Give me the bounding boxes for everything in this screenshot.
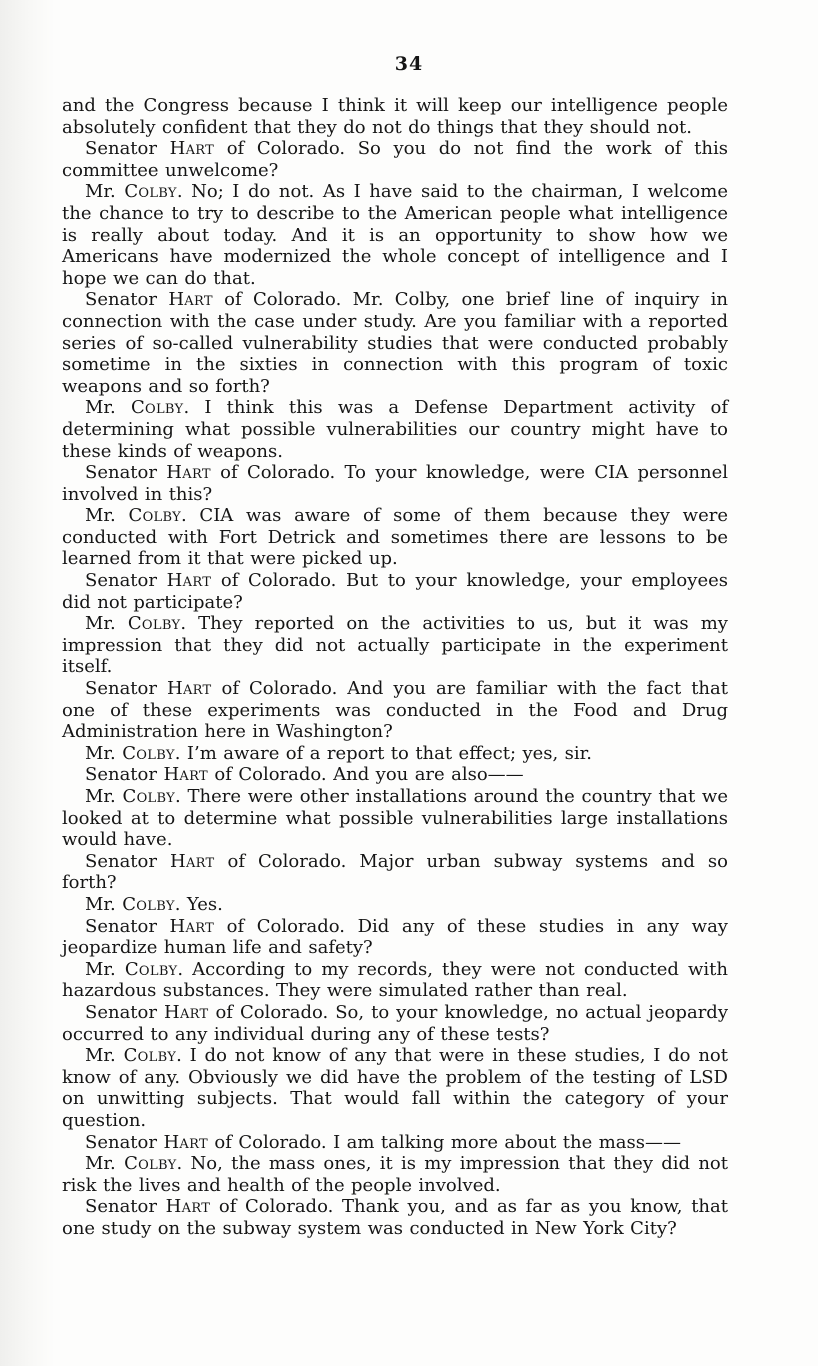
paragraph-text: . Yes. (174, 893, 223, 915)
speaker-prefix: Senator (85, 462, 167, 484)
transcript-paragraph (62, 1153, 728, 1196)
speaker-prefix: Senator (85, 289, 169, 311)
speaker-prefix: Senator (85, 1001, 164, 1023)
paragraph-text: of Colorado. Did any of these studies in any way jeopardize human life and safety? (62, 915, 728, 959)
transcript-body (62, 95, 728, 1239)
speaker-prefix: Mr. (85, 1045, 124, 1067)
speaker-name: Hart (169, 138, 215, 160)
paragraph-text: of Colorado. So you do not find the work of this committee unwelcome? (62, 138, 728, 181)
speaker-prefix: Mr. (85, 1153, 125, 1175)
speaker-prefix: Mr. (85, 181, 125, 203)
speaker-name: Colby (122, 893, 175, 915)
transcript-paragraph (62, 1002, 728, 1045)
transcript-paragraph (62, 764, 728, 786)
paragraph-text: . No, the mass ones, it is my impression that they did not risk the lives and health of the people involved. (62, 1153, 728, 1196)
speaker-prefix: Mr. (85, 613, 128, 635)
speaker-prefix: Mr. (85, 505, 129, 527)
speaker-name: Hart (166, 678, 212, 700)
speaker-prefix: Mr. (85, 397, 131, 419)
paragraph-text: . There were other installations around the country that we looked at to determine what possible vulnerabilities large installations would have. (62, 786, 728, 851)
speaker-prefix: Senator (85, 764, 164, 786)
transcript-paragraph (62, 397, 728, 462)
paragraph-text: of Colorado. I am talking more about the mass—— (207, 1131, 681, 1153)
transcript-paragraph (62, 916, 728, 959)
transcript-paragraph (62, 894, 728, 916)
speaker-name: Colby (128, 505, 181, 527)
paragraph-text: of Colorado. Major urban subway systems and so forth? (62, 850, 728, 894)
transcript-paragraph (62, 959, 728, 1002)
speaker-prefix: Mr. (85, 958, 125, 980)
speaker-name: Colby (130, 397, 184, 419)
transcript-paragraph (62, 505, 728, 570)
paragraph-text: of Colorado. So, to your knowledge, no actual jeopardy occurred to any individual during any of these tests? (62, 1001, 728, 1045)
speaker-name: Colby (124, 1153, 177, 1175)
speaker-name: Colby (122, 786, 176, 807)
transcript-paragraph (62, 1045, 728, 1131)
transcript-paragraph (62, 95, 728, 138)
paragraph-text: . CIA was aware of some of them because they were conducted with Fort Detrick and sometimes there are lessons to be learned from it that were picked up. (62, 505, 728, 570)
paragraph-text: . I do not know of any that were in these studies, I do not know of any. Obviously we did have the problem of the testing of LSD on unwitting subjects. That would fall within the category of your question. (62, 1045, 729, 1131)
paragraph-text: of Colorado. And you are also—— (207, 764, 524, 786)
transcript-paragraph (62, 786, 728, 851)
speaker-prefix: Senator (85, 138, 170, 160)
speaker-name: Hart (170, 850, 215, 872)
paragraph-text: of Colorado. But to your knowledge, your employees did not participate? (62, 570, 728, 613)
speaker-name: Colby (122, 742, 175, 764)
transcript-paragraph (62, 1132, 728, 1154)
speaker-prefix: Senator (85, 570, 167, 592)
speaker-prefix: Mr. (85, 893, 123, 915)
transcript-paragraph (62, 851, 728, 894)
transcript-paragraph (62, 570, 728, 613)
transcript-paragraph (62, 678, 728, 743)
paragraph-text: . I think this was a Defense Department activity of determining what possible vulnerabilities our country might have to these kinds of weapons. (62, 397, 728, 462)
paragraph-text: . They reported on the activities to us, but it was my impression that they did not actually participate in the experiment itself. (62, 613, 728, 678)
speaker-name: Colby (124, 181, 177, 203)
paragraph-text: of Colorado. Thank you, and as far as you know, that one study on the subway system was conducted in New York City? (62, 1196, 728, 1239)
paragraph-text: of Colorado. To your knowledge, were CIA personnel involved in this? (62, 462, 728, 505)
paragraph-text: and the Congress because I think it will keep our intelligence people absolutely confident that they do not do things that they should not. (62, 95, 728, 138)
speaker-name: Hart (166, 570, 212, 592)
speaker-name: Hart (166, 462, 211, 484)
speaker-name: Colby (127, 613, 181, 635)
transcript-paragraph (62, 743, 728, 765)
speaker-name: Hart (165, 1196, 211, 1218)
paragraph-text: . According to my records, they were not conducted with hazardous substances. They were simulated rather than real. (62, 958, 728, 1002)
speaker-name: Colby (123, 1045, 177, 1067)
speaker-name: Colby (124, 958, 178, 980)
paragraph-text: . No; I do not. As I have said to the chairman, I welcome the chance to try to describe to the American people what intelligence is really about today. And it is an opportunity to show how we Americans have modernized the whole concept of intelligence and I hope we can do that. (62, 181, 728, 289)
transcript-paragraph (62, 1196, 728, 1239)
transcript-paragraph (62, 138, 728, 181)
speaker-name: Hart (169, 915, 215, 937)
speaker-name: Hart (163, 1001, 209, 1023)
speaker-prefix: Mr. (85, 742, 123, 764)
speaker-prefix: Senator (85, 850, 170, 872)
speaker-name: Hart (168, 289, 213, 311)
speaker-prefix: Senator (85, 915, 170, 937)
speaker-name: Hart (163, 1131, 208, 1153)
paragraph-text: of Colorado. Mr. Colby, one brief line of inquiry in connection with the case under study. Are you familiar with a reported series of so-called vulnerability studies that were conducted probably sometime in the sixties in connection with this program of toxic weapons and so forth? (62, 289, 728, 397)
speaker-prefix: Senator (85, 1131, 164, 1153)
transcript-paragraph (62, 181, 728, 289)
paragraph-text: of Colorado. And you are familiar with the fact that one of these experiments was conducted in the Food and Drug Administration here in Washington? (62, 678, 728, 743)
transcript-paragraph (62, 462, 728, 505)
paragraph-text: . I’m aware of a report to that effect; yes, sir. (174, 742, 593, 764)
speaker-prefix: Senator (85, 1196, 166, 1218)
speaker-prefix: Senator (85, 678, 167, 700)
transcript-paragraph (62, 613, 728, 678)
page-number: 34 (394, 53, 424, 75)
speaker-prefix: Mr. (85, 786, 123, 807)
transcript-paragraph (62, 289, 728, 397)
speaker-name: Hart (163, 764, 208, 786)
